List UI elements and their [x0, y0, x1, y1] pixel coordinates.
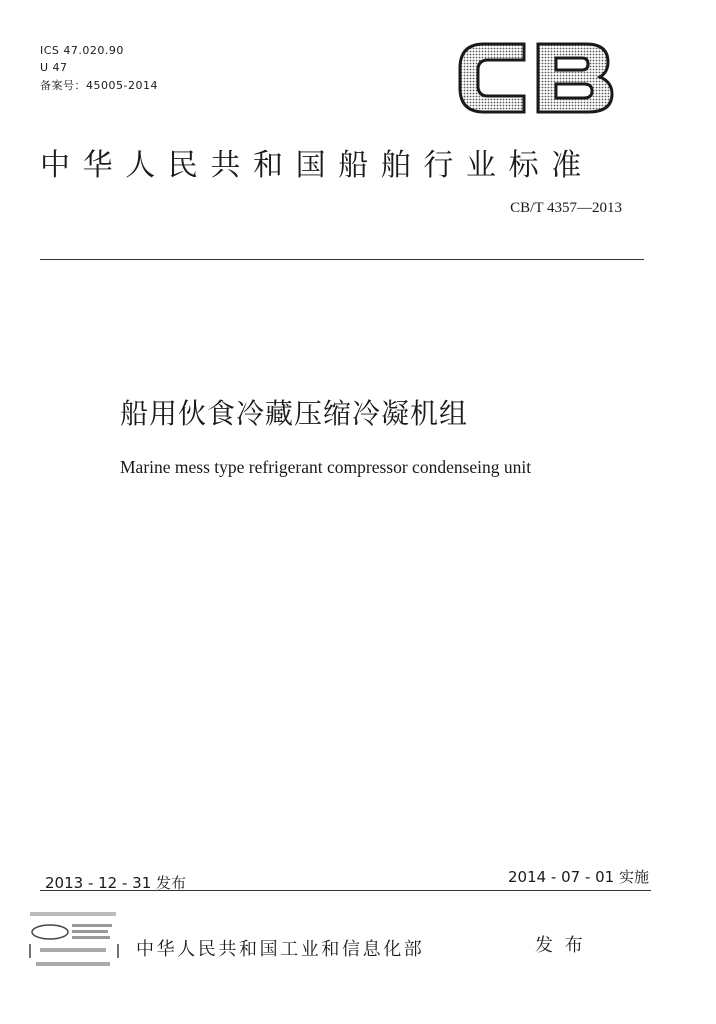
- ics-code: ICS 47.020.90: [40, 44, 124, 57]
- footer-divider: [40, 890, 651, 891]
- publisher: 中华人民共和国工业和信息化部: [136, 939, 425, 960]
- record-number: 备案号：45005-2014: [40, 79, 158, 92]
- document-title-en: Marine mess type refrigerant compressor condenseing unit: [120, 457, 532, 477]
- standard-type-title: 中华人民共和国船舶行业标准: [40, 148, 594, 183]
- issue-date: 2013 - 12 - 31 发布: [45, 874, 187, 892]
- implementation-date: 2014 - 07 - 01 实施: [507, 868, 649, 886]
- classification-code: U 47: [40, 61, 68, 74]
- standard-code: CB/T 4357—2013: [510, 200, 622, 216]
- header-divider: [40, 259, 644, 260]
- publish-label: 发 布: [535, 935, 586, 956]
- cb-logo: [454, 38, 618, 118]
- document-title-cn: 船用伙食冷藏压缩冷凝机组: [120, 397, 469, 430]
- distributor-stamp: [28, 910, 120, 972]
